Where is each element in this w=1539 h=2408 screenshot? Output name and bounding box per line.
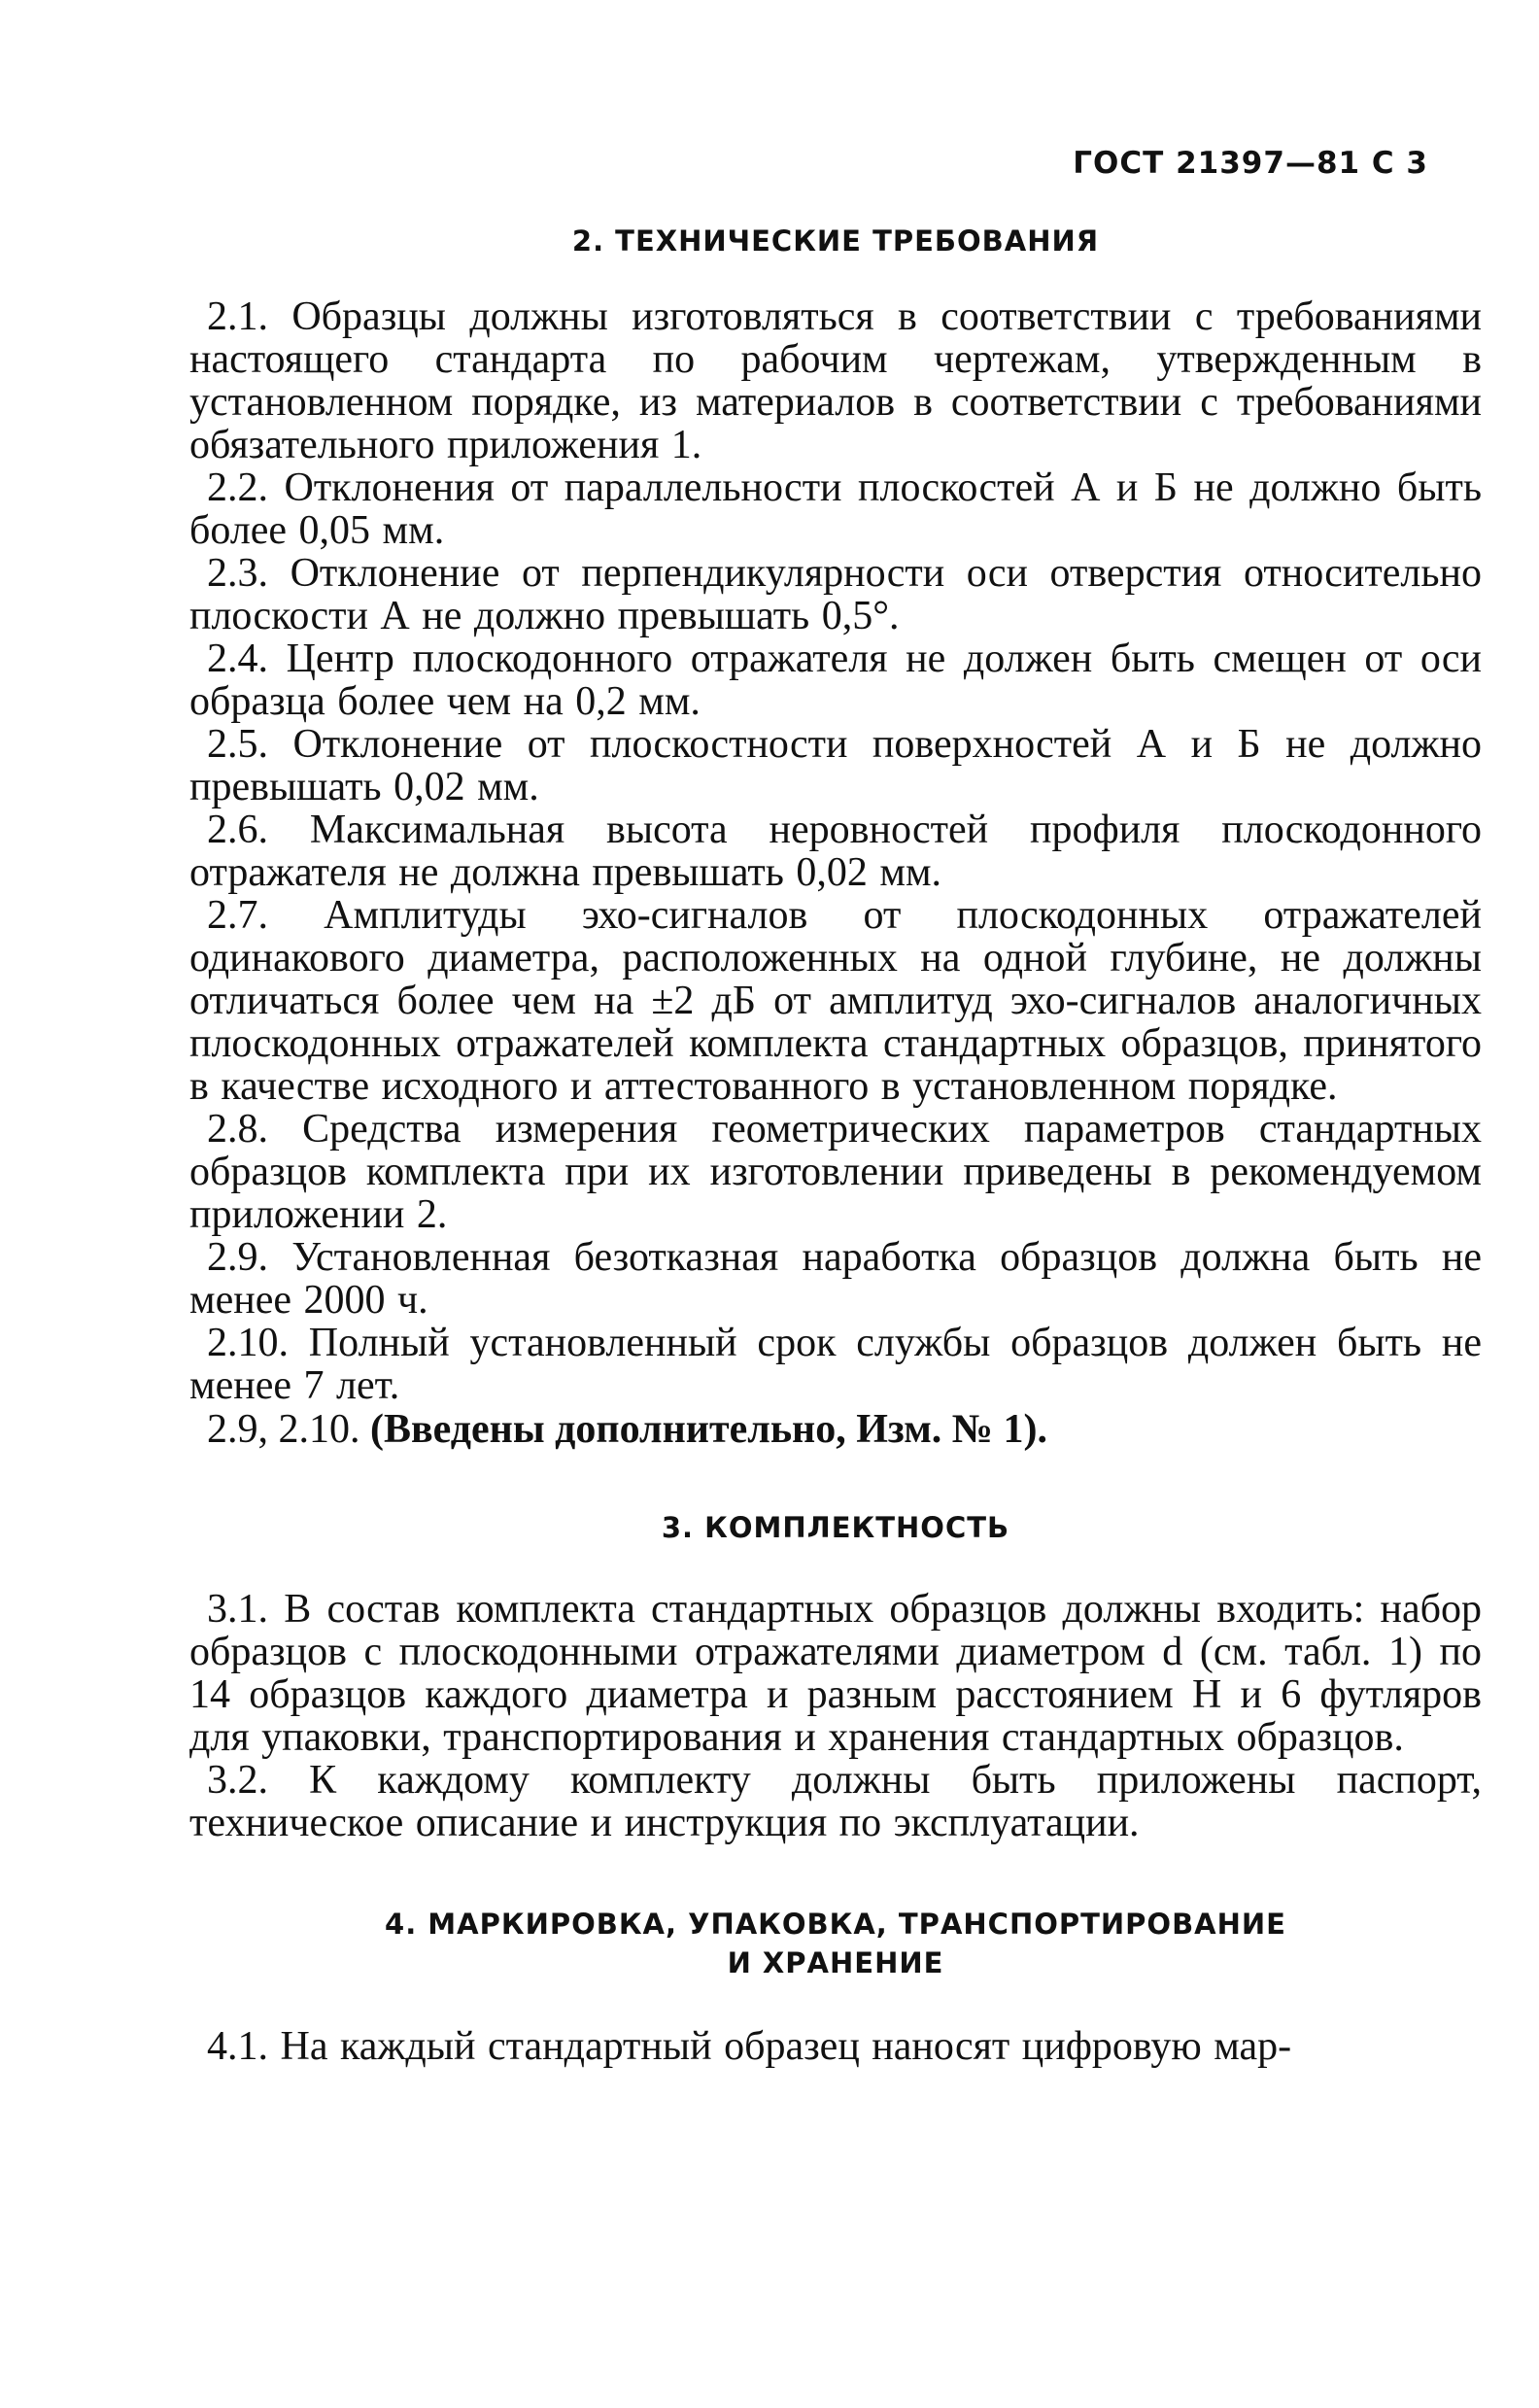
clause-2-8: 2.8. Средства измерения геометрических параметров стандартных образцов комплекта при их изготовлении приведены в рекомендуемом приложении 2. <box>189 1107 1482 1237</box>
amendment-prefix: 2.9, 2.10. <box>207 1407 360 1452</box>
clause-2-10: 2.10. Полный установленный срок службы образцов должен быть не менее 7 лет. <box>189 1321 1482 1408</box>
clause-2-1: 2.1. Образцы должны изготовляться в соответствии с требованиями настоящего стандарта по рабочим чертежам, утвержденным в установленном порядке, из материалов в соответствии с требованиями обязательного приложения 1. <box>189 294 1482 467</box>
clause-2-9: 2.9. Установленная безотказная наработка образцов должна быть не менее 2000 ч. <box>189 1235 1482 1323</box>
section-4-title-line-2: И ХРАНЕНИЕ <box>727 1946 944 1979</box>
clause-2-5: 2.5. Отклонение от плоскостности поверхностей А и Б не должно превышать 0,02 мм. <box>189 722 1482 809</box>
clause-2-4: 2.4. Центр плоскодонного отражателя не должен быть смещен от оси образца более чем на 0,2 мм. <box>189 636 1482 724</box>
clause-2-7: 2.7. Амплитуды эхо-сигналов от плоскодонных отражателей одинакового диаметра, расположенных на одной глубине, не должны отличаться более чем на ±2 дБ от амплитуд эхо-сигналов аналогичных плоскодонных отражателей комплекта стандартных образцов, принятого в качестве исходного и аттестованного в установленном порядке. <box>189 893 1482 1109</box>
document-body <box>189 222 1482 2068</box>
amendment-text: (Введены дополнительно, Изм. № 1). <box>370 1407 1047 1452</box>
section-4-title <box>189 1905 1482 1982</box>
amendment-note <box>189 1407 1482 1452</box>
section-2-title: 2. ТЕХНИЧЕСКИЕ ТРЕБОВАНИЯ <box>571 224 1100 258</box>
clause-2-6: 2.6. Максимальная высота неровностей профиля плоскодонного отражателя не должна превышать 0,02 мм. <box>189 808 1482 895</box>
document-reference-header: ГОСТ 21397—81 С 3 <box>1073 146 1428 181</box>
section-3-title: 3. КОМПЛЕКТНОСТЬ <box>661 1511 1010 1544</box>
clause-2-3: 2.3. Отклонение от перпендикулярности оси отверстия относительно плоскости А не должно превышать 0,5°. <box>189 551 1482 638</box>
section-4-title-line-1: 4. МАРКИРОВКА, УПАКОВКА, ТРАНСПОРТИРОВАНИЕ <box>385 1908 1286 1941</box>
clause-3-1: 3.1. В состав комплекта стандартных образцов должны входить: набор образцов с плоскодонными отражателями диаметром d (см. табл. 1) по 14 образцов каждого диаметра и разным расстоянием Н и 6 футляров для упаковки, транспортирования и хранения стандартных образцов. <box>189 1587 1482 1760</box>
clause-2-2: 2.2. Отклонения от параллельности плоскостей А и Б не должно быть более 0,05 мм. <box>189 465 1482 553</box>
clause-3-2: 3.2. К каждому комплекту должны быть приложены паспорт, техническое описание и инструкция по эксплуатации. <box>189 1758 1482 1845</box>
clause-4-1: 4.1. На каждый стандартный образец наносят цифровую мар- <box>207 2024 1292 2069</box>
